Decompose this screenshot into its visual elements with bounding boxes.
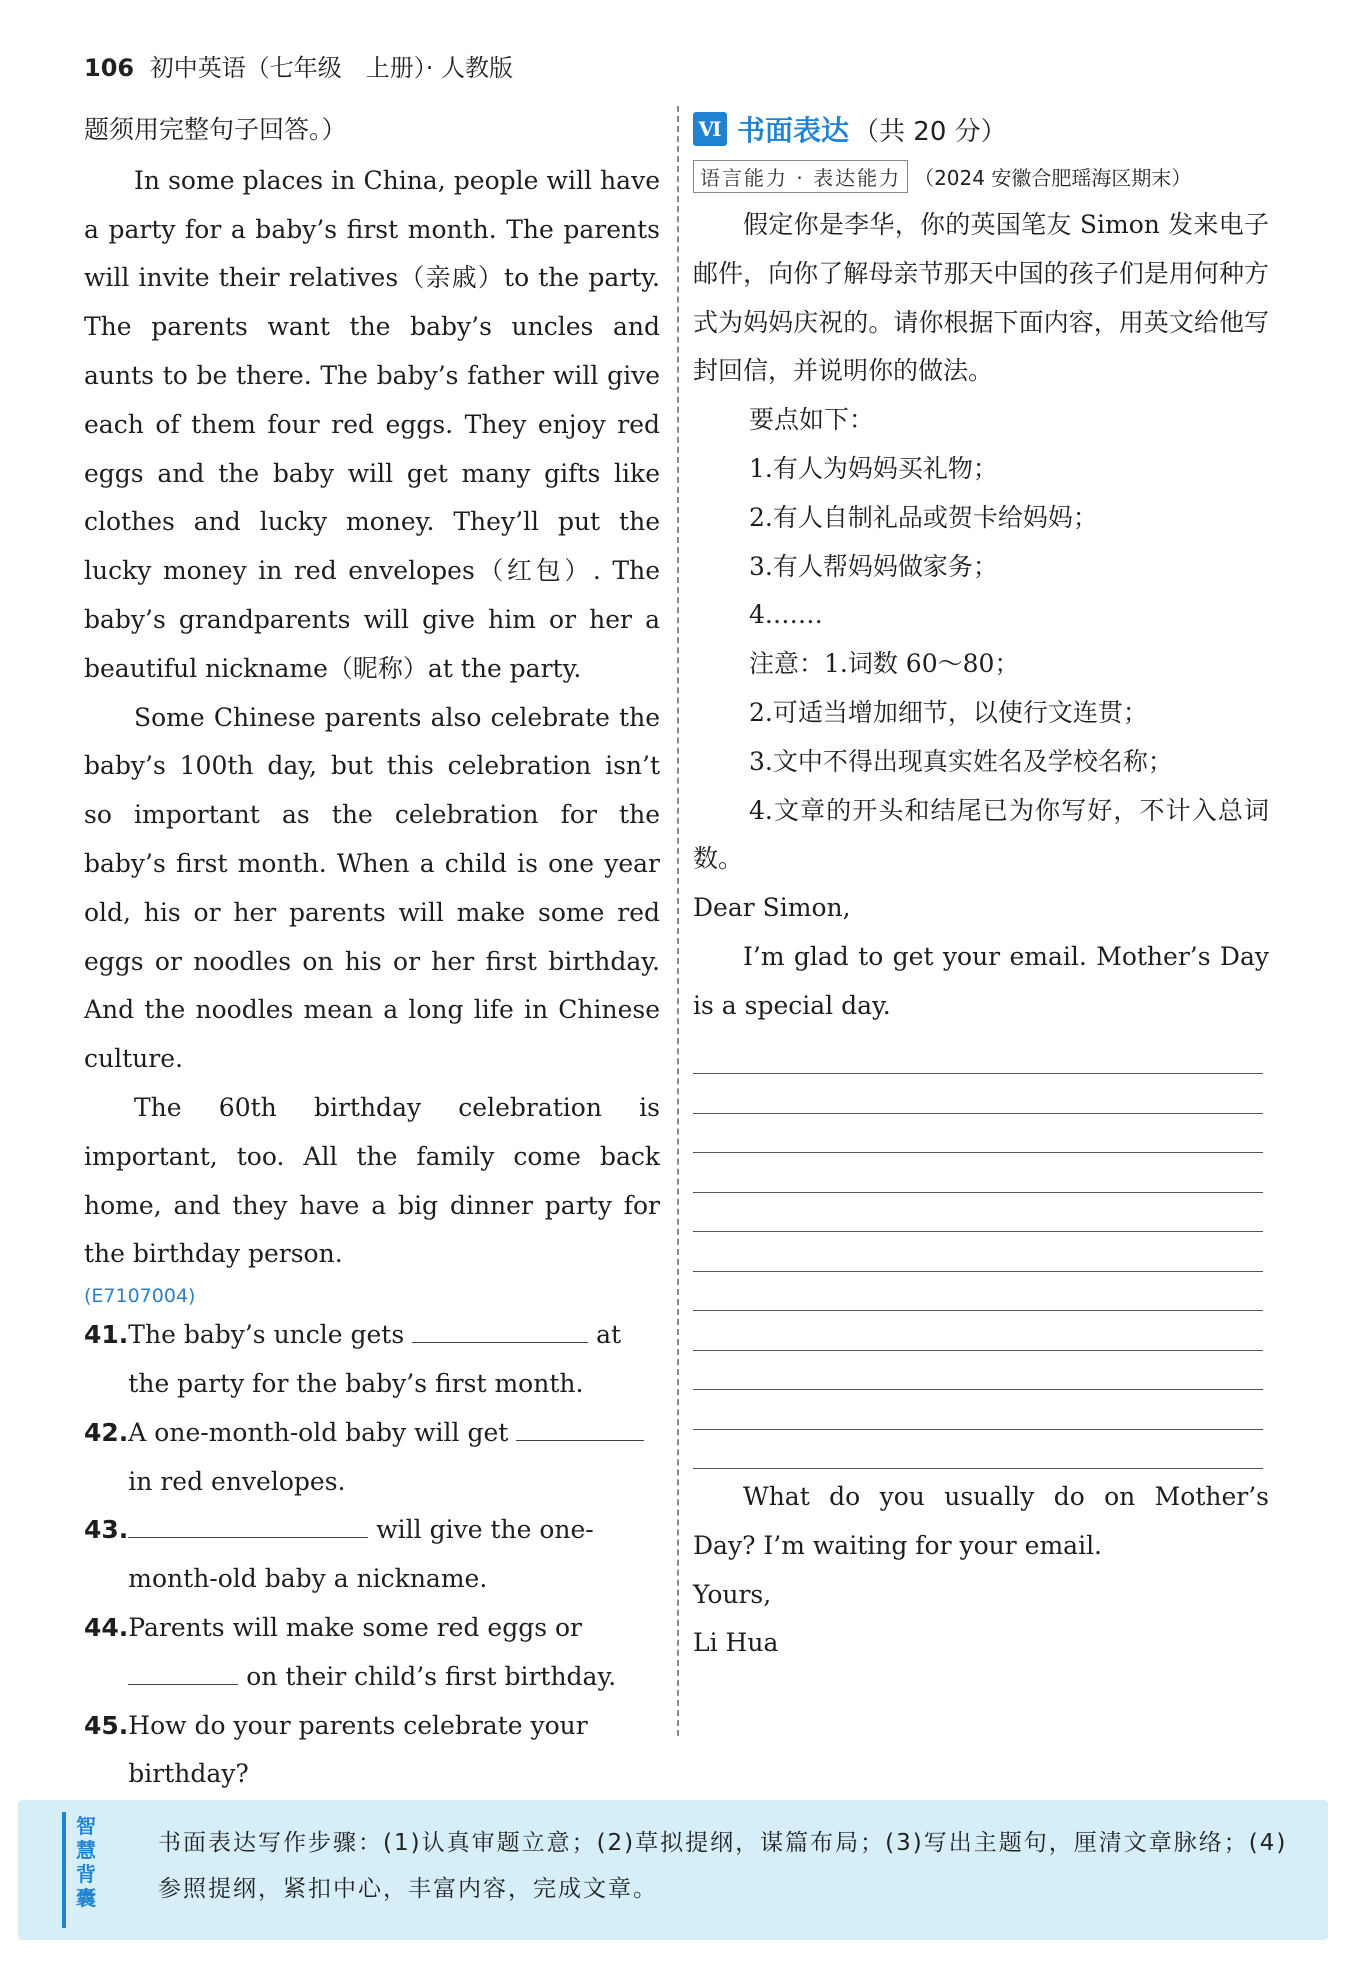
writing-prompt: 假定你是李华，你的英国笔友 Simon 发来电子邮件，向你了解母亲节那天中国的孩子们是用何种方式为妈妈庆祝的。请你根据下面内容，用英文给他写封回信，并说明你的做法。 [693, 210, 1269, 386]
reading-paragraph-1: In some places in China, people will have a party for a baby’s first month. The parents will invite their relatives（亲戚）to the party. The parents want the baby’s uncles and aunts to be there. The baby’s father will give each of them four red eggs. They enjoy red eggs and the baby will get many gifts like clothes and lucky money. They’ll put the lucky money in red envelopes（红包）. The baby’s grandparents will give him or her a beautiful nickname（昵称）at the party. [84, 165, 660, 683]
point-4: 4.…… [749, 600, 823, 630]
writing-line[interactable] [693, 1351, 1263, 1391]
letter-opening: I’m glad to get your email. Mother’s Day is a special day. [693, 941, 1269, 1020]
writing-line[interactable] [693, 1153, 1263, 1193]
writing-line[interactable] [693, 1114, 1263, 1154]
question-43 [84, 1506, 660, 1604]
question-number: 44. [84, 1612, 129, 1642]
page-header [84, 48, 513, 83]
question-42 [84, 1409, 660, 1507]
answer-blank[interactable] [128, 1657, 238, 1684]
question-code: (E7107004) [84, 1285, 196, 1308]
note-2: 2.可适当增加细节，以使行文连贯； [749, 697, 1148, 727]
question-number: 45. [84, 1710, 129, 1740]
question-45 [84, 1702, 660, 1800]
letter-salutation: Dear Simon, [693, 893, 851, 923]
writing-line[interactable] [693, 1311, 1263, 1351]
question-text: A one-month-old baby will get [128, 1417, 517, 1447]
note-1: 注意：1.词数 60～80； [749, 649, 1020, 679]
section-name: 书面表达 [737, 114, 850, 147]
question-text: The baby’s uncle gets [128, 1320, 413, 1350]
writing-line[interactable] [693, 1193, 1263, 1233]
point-3: 3.有人帮妈妈做家务； [749, 551, 998, 581]
reading-column [84, 106, 660, 1828]
column-divider [677, 106, 679, 1736]
section-title [693, 106, 1269, 152]
tip-accent-bar [62, 1812, 66, 1928]
writing-line[interactable] [693, 1074, 1263, 1114]
reading-paragraph-2: Some Chinese parents also celebrate the baby’s 100th day, but this celebration isn’t so important as the celebration for the baby’s first month. When a child is one year old, his or her parents will make some red eggs or noodles on his or her first birthday. And the noodles mean a long life in Chinese culture. [84, 702, 660, 1074]
question-text: at the party for the baby’s first month. [128, 1320, 622, 1398]
question-meta [693, 160, 1269, 193]
reading-paragraph-3: The 60th birthday celebration is important, too. All the family come back home, and they have a big dinner party for the birthday person. [84, 1092, 660, 1269]
note-3: 3.文中不得出现真实姓名及学校名称； [749, 746, 1173, 776]
letter-closing: What do you usually do on Mother’s Day? I’m waiting for your email. [693, 1482, 1269, 1560]
writing-column [693, 106, 1269, 1668]
question-44 [84, 1604, 660, 1702]
writing-line[interactable] [693, 1035, 1263, 1075]
answer-blank[interactable] [516, 1413, 644, 1440]
points-title: 要点如下： [749, 405, 875, 435]
writing-line[interactable] [693, 1390, 1263, 1430]
page-number: 106 [84, 54, 135, 82]
section-number-badge: Ⅵ [693, 112, 727, 146]
writing-line[interactable] [693, 1430, 1263, 1470]
point-1: 1.有人为妈妈买礼物； [749, 453, 998, 483]
writing-line[interactable] [693, 1232, 1263, 1272]
question-text: in red envelopes. [128, 1466, 346, 1496]
writing-line[interactable] [693, 1272, 1263, 1312]
book-title: 初中英语（七年级 上册）· 人教版 [149, 54, 514, 82]
tip-box [18, 1800, 1328, 1940]
tip-label: 智慧背囊 [76, 1814, 96, 1910]
tip-text: 书面表达写作步骤：(1)认真审题立意；(2)草拟提纲，谋篇布局；(3)写出主题句，厘清文章脉络；(4)参照提纲，紧扣中心，丰富内容，完成文章。 [158, 1830, 1288, 1902]
question-text: will give the one-month-old baby a nickname. [128, 1515, 594, 1594]
letter-signoff: Yours, [693, 1579, 772, 1609]
writing-lines [693, 1035, 1269, 1470]
question-number: 41. [84, 1320, 129, 1350]
question-text: How do your parents celebrate your birthday? [128, 1710, 588, 1789]
question-number: 42. [84, 1417, 129, 1447]
question-text: Parents will make some red eggs or [128, 1612, 583, 1642]
question-41 [84, 1311, 660, 1409]
letter-signature: Li Hua [693, 1628, 779, 1658]
question-text: on their child’s first birthday. [238, 1661, 617, 1691]
note-4: 4.文章的开头和结尾已为你写好，不计入总词数。 [693, 795, 1269, 874]
answer-blank[interactable] [412, 1316, 588, 1343]
answer-blank[interactable] [128, 1511, 368, 1538]
question-source: （2024 安徽合肥瑶海区期末） [914, 166, 1192, 190]
section-score: （共 20 分） [853, 116, 1007, 147]
point-2: 2.有人自制礼品或贺卡给妈妈； [749, 502, 1098, 532]
instruction-tail: 题须用完整句子回答。） [84, 115, 347, 144]
skill-tag: 语言能力 · 表达能力 [693, 160, 908, 193]
question-number: 43. [84, 1515, 129, 1545]
